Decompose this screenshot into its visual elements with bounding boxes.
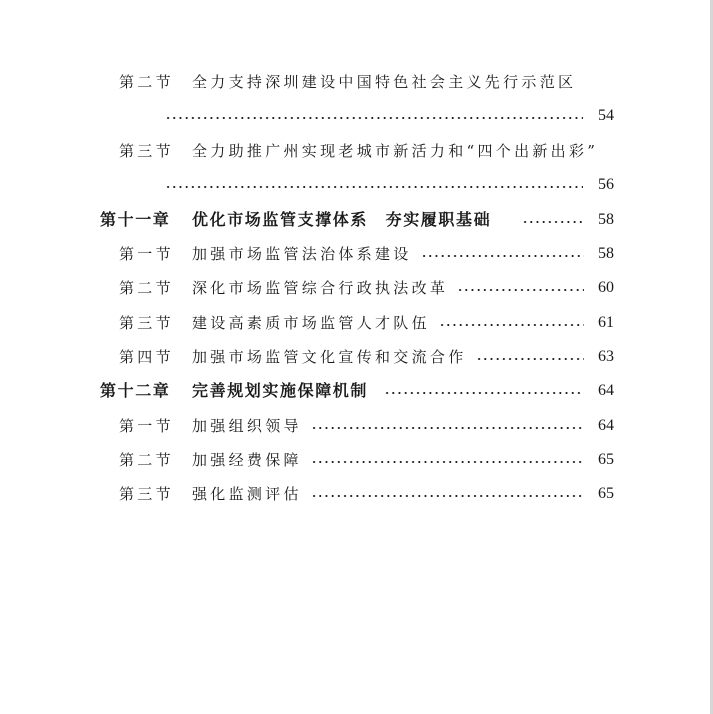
dot-leader xyxy=(476,357,584,361)
section-number: 第四节 xyxy=(119,348,174,366)
section-number: 第一节 xyxy=(119,417,174,435)
page-number: 58 xyxy=(598,245,614,262)
chapter-number: 第十二章 xyxy=(100,381,171,400)
toc-entry[interactable] xyxy=(0,311,713,341)
dot-leader xyxy=(439,323,584,327)
section-title: 加强经费保障 xyxy=(192,451,302,469)
section-title: 加强市场监管法治体系建设 xyxy=(192,245,412,263)
toc-entry[interactable] xyxy=(0,139,713,169)
page-number: 64 xyxy=(598,382,614,399)
section-title: 全力助推广州实现老城市新活力和“四个出新出彩” xyxy=(192,142,599,160)
section-title: 加强组织领导 xyxy=(192,417,302,435)
page-number: 65 xyxy=(598,485,614,502)
section-title: 强化监测评估 xyxy=(192,485,302,503)
section-number: 第一节 xyxy=(119,245,174,263)
dot-leader xyxy=(522,220,584,224)
section-title: 加强市场监管文化宣传和交流合作 xyxy=(192,348,467,366)
page-number: 54 xyxy=(598,107,614,124)
toc-entry[interactable] xyxy=(0,276,713,306)
dot-leader xyxy=(311,460,584,464)
chapter-number: 第十一章 xyxy=(100,210,171,229)
toc-chapter[interactable] xyxy=(0,379,713,409)
toc-entry[interactable] xyxy=(0,448,713,478)
page-number: 61 xyxy=(598,314,614,331)
toc-chapter[interactable] xyxy=(0,208,713,238)
dot-leader xyxy=(165,116,583,120)
page-number: 65 xyxy=(598,451,614,468)
toc-entry[interactable] xyxy=(0,414,713,444)
section-number: 第三节 xyxy=(119,314,174,332)
section-number: 第二节 xyxy=(119,451,174,469)
toc-entry[interactable] xyxy=(0,345,713,375)
toc-entry-continuation xyxy=(0,104,713,134)
dot-leader xyxy=(311,426,584,430)
page-number: 56 xyxy=(598,176,614,193)
section-number: 第二节 xyxy=(119,279,174,297)
dot-leader xyxy=(311,494,584,498)
section-number: 第三节 xyxy=(119,142,174,160)
page-number: 60 xyxy=(598,279,614,296)
toc-entry[interactable] xyxy=(0,482,713,512)
page-number: 63 xyxy=(598,348,614,365)
dot-leader xyxy=(165,185,583,189)
toc-entry[interactable] xyxy=(0,242,713,272)
page-number: 58 xyxy=(598,211,614,228)
dot-leader xyxy=(384,391,584,395)
page-number: 64 xyxy=(598,417,614,434)
toc-entry[interactable] xyxy=(0,70,713,100)
section-title: 深化市场监管综合行政执法改革 xyxy=(192,279,449,297)
toc-entry-continuation xyxy=(0,173,713,203)
chapter-title: 优化市场监管支撑体系 夯实履职基础 xyxy=(192,210,492,229)
dot-leader xyxy=(457,288,584,292)
chapter-title: 完善规划实施保障机制 xyxy=(192,381,369,400)
section-title: 全力支持深圳建设中国特色社会主义先行示范区 xyxy=(192,73,577,91)
section-title: 建设高素质市场监管人才队伍 xyxy=(192,314,430,332)
dot-leader xyxy=(421,254,584,258)
section-number: 第二节 xyxy=(119,73,174,91)
section-number: 第三节 xyxy=(119,485,174,503)
